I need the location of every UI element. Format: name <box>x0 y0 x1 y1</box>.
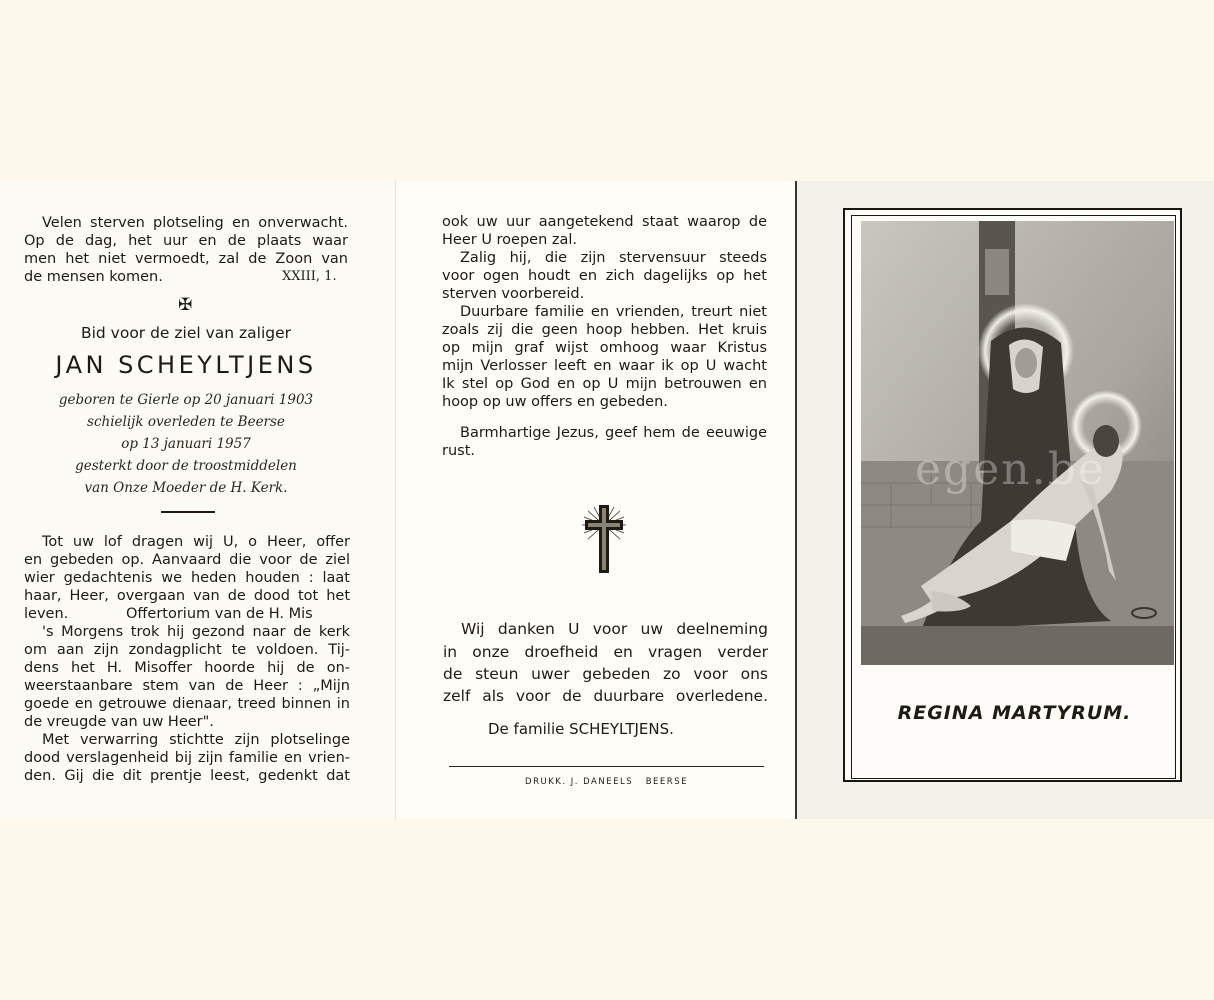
body-line: hoop op uw offers en gebeden. <box>442 394 668 410</box>
detail-line: van Onze Moeder de H. Kerk. <box>84 480 288 496</box>
family-signature: De familie SCHEYLTJENS. <box>488 720 674 738</box>
deceased-name: JAN SCHEYLTJENS <box>55 351 317 379</box>
body-line: Duurbare familie en vrienden, treurt niet <box>460 304 767 320</box>
body-line: ook uw uur aangetekend staat waarop de <box>442 214 767 230</box>
body-line: goede en getrouwe dienaar, treed binnen in <box>24 696 350 712</box>
body-line: en gebeden op. Aanvaard die voor de ziel <box>24 552 350 568</box>
body-line: om aan zijn zondagplicht te voldoen. Tij- <box>24 642 350 658</box>
thanks-line: de steun uwer gebeden zo voor ons <box>443 665 768 683</box>
prayer-heading: Bid voor de ziel van zaliger <box>80 324 292 342</box>
intro-line: de mensen komen. <box>24 269 163 285</box>
body-line: leven. <box>24 606 69 622</box>
thanks-line: in onze droefheid en vragen verder <box>443 643 768 661</box>
intro-line: men het niet vermoedt, zal de Zoon van <box>24 251 348 267</box>
body-line: Met verwarring stichtte zijn plotselinge <box>42 732 350 748</box>
body-line: weerstaanbare stem van de Heer : „Mijn <box>24 678 350 694</box>
printer-imprint: DRUKK. J. DANEELS BEERSE <box>525 777 688 787</box>
fold-line <box>395 181 396 819</box>
detail-line: schielijk overleden te Beerse <box>87 414 285 430</box>
body-line: 's Morgens trok hij gezond naar de kerk <box>42 624 350 640</box>
body-line: Zalig hij, die zijn stervensuur steeds <box>460 250 767 266</box>
body-line: rust. <box>442 443 476 459</box>
body-line: Heer U roepen zal. <box>442 232 578 248</box>
intro-line: Velen sterven plotseling en onverwacht. <box>42 215 348 231</box>
body-line: Ik stel op God en op U mijn betrouwen en <box>442 376 767 392</box>
body-line: zoals zij die geen hoop hebben. Het kruis <box>442 322 767 338</box>
intro-line: Op de dag, het uur en de plaats waar <box>24 233 348 249</box>
printer-rule <box>449 766 764 767</box>
pieta-image <box>861 221 1174 665</box>
body-line: de vreugde van uw Heer". <box>24 714 214 730</box>
bible-citation: XXIII, 1. <box>282 269 337 284</box>
thanks-line: zelf als voor de duurbare overledene. <box>443 687 768 705</box>
image-caption: REGINA MARTYRUM. <box>897 702 1132 724</box>
divider <box>161 511 215 513</box>
body-line: dens het H. Misoffer hoorde hij de on- <box>24 660 350 676</box>
watermark: egen.be <box>915 444 1106 495</box>
thanks-line: Wij danken U voor uw deelneming <box>461 620 768 638</box>
detail-line: geboren te Gierle op 20 januari 1903 <box>58 392 314 408</box>
body-line: Barmhartige Jezus, geef hem de eeuwige <box>460 425 767 441</box>
body-line: sterven voorbereid. <box>442 286 585 302</box>
body-line: op mijn graf wijst omhoog waar Kristus <box>442 340 767 356</box>
body-line: wier gedachtenis we heden houden : laat <box>24 570 350 586</box>
maltese-cross-icon: ✠ <box>178 295 193 315</box>
body-line: Offertorium van de H. Mis <box>126 606 313 622</box>
cross-icon <box>580 503 628 575</box>
body-line: haar, Heer, overgaan van de dood tot het <box>24 588 350 604</box>
detail-line: op 13 januari 1957 <box>121 436 251 452</box>
detail-line: gesterkt door de troostmiddelen <box>75 458 297 474</box>
body-line: den. Gij die dit prentje leest, gedenkt dat <box>24 768 350 784</box>
body-line: Tot uw lof dragen wij U, o Heer, offer <box>42 534 350 550</box>
body-line: voor ogen houdt en zich dagelijks op het <box>442 268 767 284</box>
body-line: mijn Verlosser leeft en waar ik op U wacht <box>442 358 767 374</box>
body-line: dood verslagenheid bij zijn familie en vrien- <box>24 750 350 766</box>
